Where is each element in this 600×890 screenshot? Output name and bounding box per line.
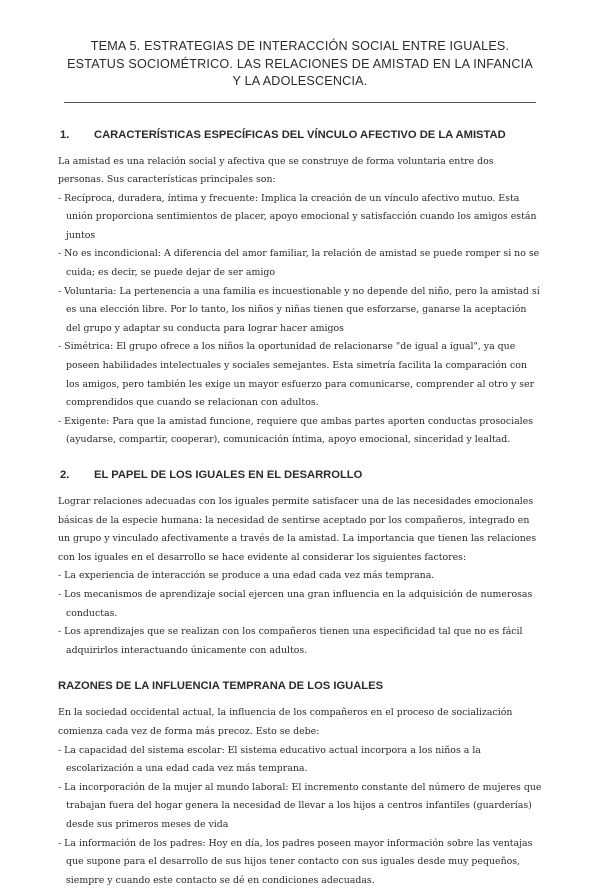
characteristics-list <box>58 190 542 450</box>
section-intro: La amistad es una relación social y afectiva que se construye de forma voluntaria entre dos personas. Sus características principales son: <box>58 153 542 190</box>
section-heading-text: EL PAPEL DE LOS IGUALES EN EL DESARROLLO <box>94 469 362 481</box>
section-number: 1. <box>58 129 94 141</box>
section-amistad <box>58 129 542 451</box>
section-intro: En la sociedad occidental actual, la influencia de los compañeros en el proceso de socialización comienza cada vez de forma más precoz. Esto se debe: <box>58 704 542 741</box>
list-item: - No es incondicional: A diferencia del amor familiar, la relación de amistad se puede romper si no se cuida; es decir, se puede dejar de ser amigo <box>58 245 542 282</box>
section-heading-text: CARACTERÍSTICAS ESPECÍFICAS DEL VÍNCULO AFECTIVO DE LA AMISTAD <box>94 129 506 141</box>
section-iguales <box>58 469 542 660</box>
list-item: - Recíproca, duradera, íntima y frecuente: Implica la creación de un vínculo afectivo mutuo. Esta unión proporciona sentimientos de placer, apoyo emocional y satisfacción cuando los amigos están juntos <box>58 190 542 246</box>
title-line-1: TEMA 5. ESTRATEGIAS DE INTERACCIÓN SOCIAL ENTRE IGUALES. <box>58 38 542 56</box>
list-item: - La información de los padres: Hoy en día, los padres poseen mayor información sobre las ventajas que supone para el desarrollo de sus hijos tener contacto con sus iguales desde muy pequeños, siempre y cuando este contacto se dé en condiciones adecuadas. <box>58 835 542 890</box>
list-item: - Voluntaria: La pertenencia a una familia es incuestionable y no depende del niño, pero la amistad sí es una elección libre. Por lo tanto, los niños y niñas tienen que esforzarse, ganarse la aceptación del grupo y adaptar su conducta para lograr hacer amigos <box>58 283 542 339</box>
document-page <box>0 38 600 886</box>
section-razones <box>58 680 542 890</box>
title-line-2: ESTATUS SOCIOMÉTRICO. LAS RELACIONES DE AMISTAD EN LA INFANCIA <box>58 56 542 74</box>
section-intro: Lograr relaciones adecuadas con los iguales permite satisfacer una de las necesidades emocionales básicas de la especie humana: la necesidad de sentirse aceptado por los compañeros, integrado en un grupo y vinculado afectivamente a través de la amistad. La importancia que tienen las relaciones con los iguales en el desarrollo se hace evidente al considerar los siguientes factores: <box>58 493 542 567</box>
list-item: - La experiencia de interacción se produce a una edad cada vez más temprana. <box>58 567 542 586</box>
section-heading <box>58 129 542 141</box>
list-item: - La incorporación de la mujer al mundo laboral: El incremento constante del número de mujeres que trabajan fuera del hogar genera la necesidad de llevar a los hijos a centros infantiles (guarderías) desde sus primeros meses de vida <box>58 779 542 835</box>
title-line-3: Y LA ADOLESCENCIA. <box>58 73 542 91</box>
title-divider <box>64 102 536 103</box>
list-item: - La capacidad del sistema escolar: El sistema educativo actual incorpora a los niños a la escolarización a una edad cada vez más temprana. <box>58 742 542 779</box>
list-item: - Los mecanismos de aprendizaje social ejercen una gran influencia en la adquisición de numerosas conductas. <box>58 586 542 623</box>
document-title <box>58 38 542 91</box>
reasons-list <box>58 742 542 890</box>
list-item: - Exigente: Para que la amistad funcione, requiere que ambas partes aporten conductas prosociales (ayudarse, compartir, cooperar), comunicación íntima, apoyo emocional, sinceridad y lealtad. <box>58 413 542 450</box>
list-item: - Simétrica: El grupo ofrece a los niños la oportunidad de relacionarse "de igual a igual", ya que poseen habilidades intelectuales y sociales semejantes. Esta simetría facilita la comparación con los amigos, pero también les exige un mayor esfuerzo para comunicarse, comprender al otro y ser comprendidos que cuando se relacionan con adultos. <box>58 338 542 412</box>
factors-list <box>58 567 542 660</box>
section-heading <box>58 469 542 481</box>
list-item: - Los aprendizajes que se realizan con los compañeros tienen una especificidad tal que no es fácil adquirirlos interactuando únicamente con adultos. <box>58 623 542 660</box>
section-number: 2. <box>58 469 94 481</box>
subsection-heading: RAZONES DE LA INFLUENCIA TEMPRANA DE LOS IGUALES <box>58 680 542 692</box>
